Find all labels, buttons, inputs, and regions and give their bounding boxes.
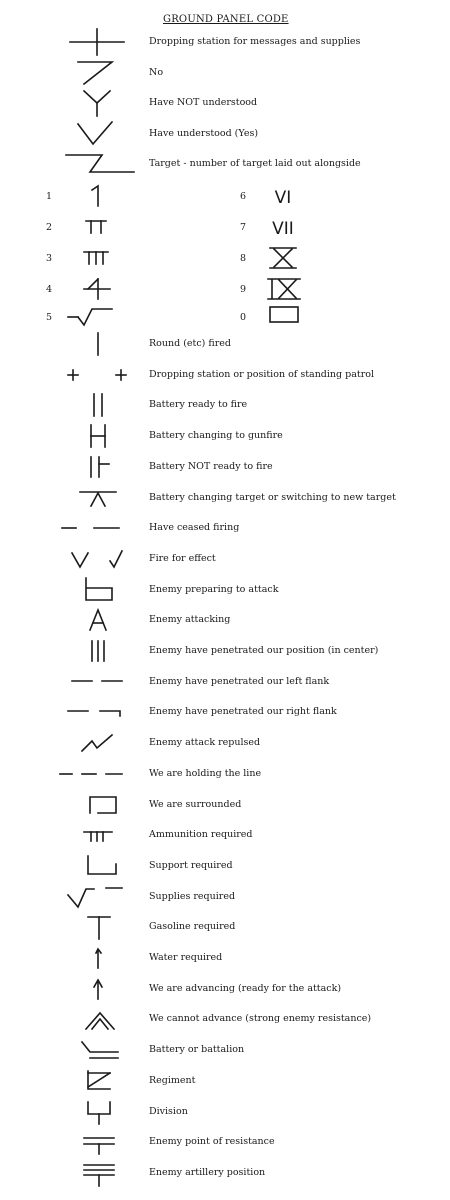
code-label: Battery or battalion: [149, 1044, 245, 1055]
numeral-glyph-icon: [62, 213, 132, 241]
two-dashes-icon: [64, 514, 134, 542]
numeral-glyph-text: VII: [272, 219, 294, 239]
code-label: Gasoline required: [149, 921, 236, 932]
code-label: No: [149, 67, 164, 78]
numeral-glyph-icon: [248, 182, 318, 210]
code-label: Enemy attacking: [149, 614, 231, 625]
code-label: Water required: [149, 952, 223, 963]
code-label: Target - number of target laid out alongside: [149, 158, 361, 169]
triple-bar-icon: [64, 637, 134, 665]
not-understood-icon: [62, 89, 132, 117]
open-box-icon: [64, 791, 134, 819]
tee-icon: [64, 913, 134, 941]
double-chevron-icon: [64, 1005, 134, 1033]
code-label: Supplies required: [149, 891, 236, 902]
code-label: Battery changing to gunfire: [149, 430, 283, 441]
ammo-icon: [64, 821, 134, 849]
code-label: Division: [149, 1106, 188, 1117]
numeral-digit: 7: [240, 222, 247, 233]
numeral-digit: 1: [46, 191, 53, 202]
double-bar-icon: [64, 391, 134, 419]
artillery-icon: [64, 1159, 134, 1187]
numeral-glyph-icon: [62, 303, 132, 331]
check-icon: [62, 120, 132, 148]
bar-tee-icon: [64, 453, 134, 481]
numeral-glyph-icon: [248, 244, 318, 272]
code-label: Battery ready to fire: [149, 399, 248, 410]
water-icon: [64, 944, 134, 972]
code-label: Enemy artillery position: [149, 1167, 266, 1178]
numeral-glyph-text: VI: [274, 188, 292, 208]
code-label: Enemy point of resistance: [149, 1136, 275, 1147]
numeral-glyph-icon: [62, 244, 132, 272]
numeral-digit: 5: [46, 312, 53, 323]
code-label: Enemy have penetrated our left flank: [149, 676, 330, 687]
a-icon: [64, 606, 134, 634]
chevron-bar-icon: [64, 484, 134, 512]
numeral-digit: 4: [46, 284, 53, 295]
numeral-glyph-icon: [62, 182, 132, 210]
battalion-icon: [64, 1036, 134, 1064]
single-bar-icon: [64, 330, 134, 358]
cup-icon: [64, 852, 134, 880]
numeral-glyph-icon: [62, 275, 132, 303]
supplies-icon: [64, 883, 134, 911]
code-label: Have ceased firing: [149, 522, 240, 533]
up-arrow-icon: [64, 975, 134, 1003]
code-label: We cannot advance (strong enemy resistance): [149, 1013, 372, 1024]
code-label: Have understood (Yes): [149, 128, 259, 139]
division-icon: [64, 1098, 134, 1126]
left-flank-icon: [64, 668, 134, 696]
code-label: We are advancing (ready for the attack): [149, 983, 342, 994]
double-check-icon: [64, 545, 134, 573]
code-label: Dropping station or position of standing patrol: [149, 369, 375, 380]
code-label: Battery changing target or switching to new target: [149, 492, 396, 503]
code-label: Have NOT understood: [149, 97, 258, 108]
cross-icon: [62, 28, 132, 56]
numeral-digit: 9: [240, 284, 247, 295]
code-label: Regiment: [149, 1075, 196, 1086]
code-label: Support required: [149, 860, 233, 871]
right-flank-icon: [64, 698, 134, 726]
zigzag-icon: [64, 729, 134, 757]
numeral-glyph-icon: [248, 303, 318, 331]
numeral-digit: 6: [240, 191, 247, 202]
code-label: Enemy have penetrated our right flank: [149, 706, 337, 717]
b-shape-icon: [64, 576, 134, 604]
code-label: Dropping station for messages and supplies: [149, 36, 361, 47]
code-label: Enemy have penetrated our position (in center): [149, 645, 379, 656]
numeral-glyph-icon: [248, 213, 318, 241]
code-label: Battery NOT ready to fire: [149, 461, 273, 472]
numeral-digit: 8: [240, 253, 247, 264]
code-label: Enemy preparing to attack: [149, 584, 279, 595]
two-crosses-icon: [64, 361, 134, 389]
regiment-icon: [64, 1067, 134, 1095]
code-label: We are holding the line: [149, 768, 262, 779]
h-icon: [64, 422, 134, 450]
code-label: Enemy attack repulsed: [149, 737, 261, 748]
three-dashes-icon: [64, 760, 134, 788]
numeral-glyph-icon: [248, 275, 318, 303]
page-title: GROUND PANEL CODE: [163, 14, 289, 25]
z-target-icon: [62, 150, 132, 178]
resistance-icon: [64, 1128, 134, 1156]
numeral-digit: 3: [46, 253, 53, 264]
code-label: Fire for effect: [149, 553, 216, 564]
code-label: We are surrounded: [149, 799, 242, 810]
numeral-digit: 2: [46, 222, 53, 233]
code-label: Ammunition required: [149, 829, 253, 840]
no-icon: [62, 59, 132, 87]
code-label: Round (etc) fired: [149, 338, 231, 349]
numeral-digit: 0: [240, 312, 247, 323]
